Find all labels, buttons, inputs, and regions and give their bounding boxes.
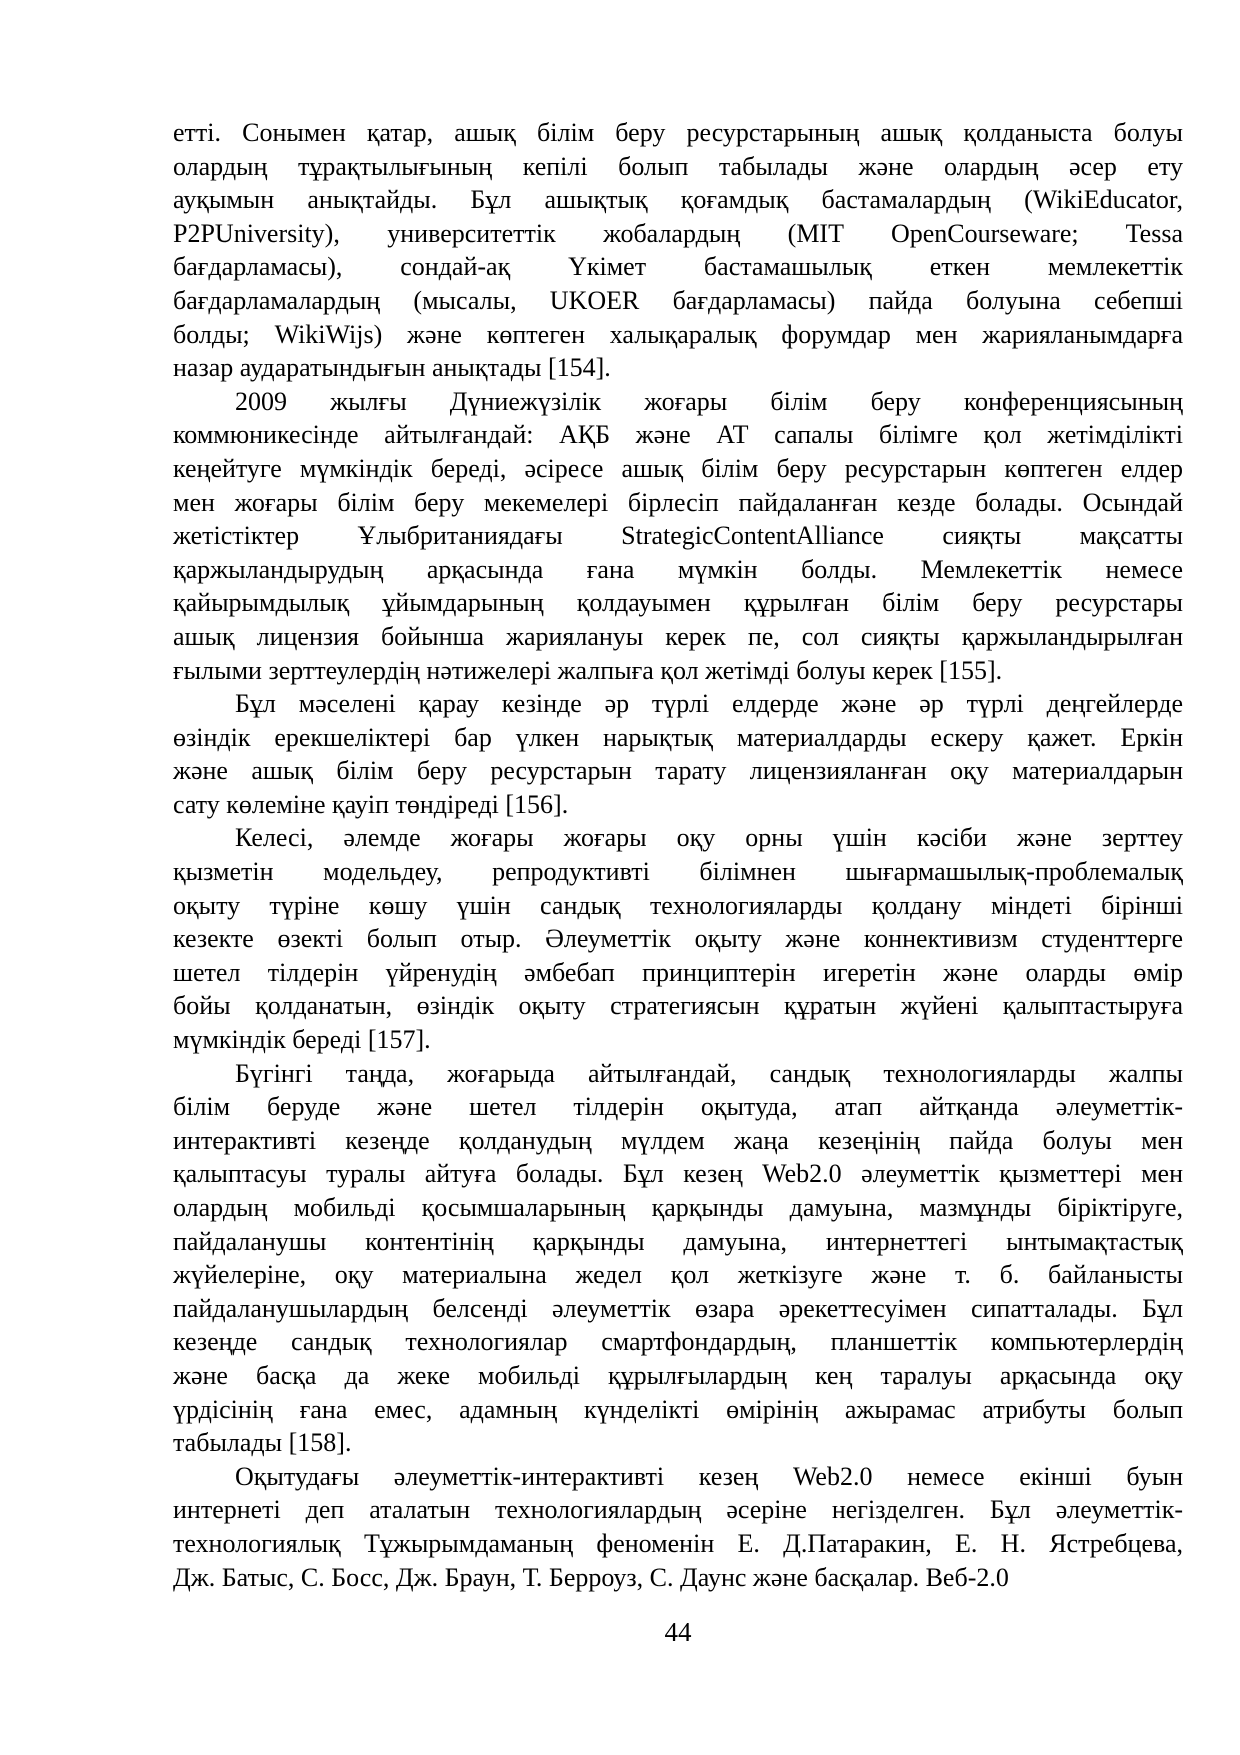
text-line: шетел тілдерін үйренудің әмбебап принциптерін игеретін және оларды өмір — [173, 957, 1183, 987]
text-line: 2009 жылғы Дүниежүзілік жоғары білім беру конференциясының — [235, 386, 1183, 416]
text-line: коммюникесінде айтылғандай: АҚБ және АТ сапалы білімге қол жетімділікті — [173, 420, 1183, 450]
text-line: ашық лицензия бойынша жариялануы керек пе, сол сияқты қаржыландырылған — [173, 621, 1183, 651]
text-line: бағдарламалардың (мысалы, UKOER бағдарламасы) пайда болуына себепші — [173, 285, 1183, 315]
text-line: пайдаланушы контентінің қарқынды дамуына, интернеттегі ынтымақтастық — [173, 1226, 1183, 1256]
text-line: және ашық білім беру ресурстарын тарату лицензияланған оқу материалдарын — [173, 756, 1183, 786]
text-block — [173, 116, 1183, 1594]
text-line: ғылыми зерттеулердің нәтижелері жалпыға қол жетімді болуы керек [155]. — [173, 655, 1003, 685]
text-line: өзіндік ерекшеліктері бар үлкен нарықтық материалдарды ескеру қажет. Еркін — [173, 722, 1183, 752]
paragraph — [173, 1057, 1183, 1460]
text-line: ауқымын анықтайды. Бұл ашықтық қоғамдық бастамалардың (WikiEducator, — [173, 185, 1183, 215]
text-line: қалыптасуы туралы айтуға болады. Бұл кезең Web2.0 әлеуметтік қызметтері мен — [173, 1159, 1183, 1189]
paragraph — [173, 821, 1183, 1056]
text-line: Бұл мәселені қарау кезінде әр түрлі елдерде және әр түрлі деңгейлерде — [235, 689, 1183, 719]
text-line: кезекте өзекті болып отыр. Әлеуметтік оқыту және коннективизм студенттерге — [173, 924, 1183, 954]
text-line: болды; WikiWijs) және көптеген халықаралық форумдар мен жарияланымдарға — [173, 319, 1183, 349]
text-line: сату көлеміне қауіп төндіреді [156]. — [173, 789, 569, 819]
text-line: P2PUniversity), университеттік жобалардың (MIT OpenCourseware; Tessa — [173, 218, 1183, 248]
text-line: технологиялық Тұжырымдаманың феноменін Е. Д.Патаракин, Е. Н. Ястребцева, — [173, 1528, 1183, 1558]
text-line: Дж. Батыс, С. Босс, Дж. Браун, Т. Берроуз, С. Даунс және басқалар. Веб-2.0 — [173, 1562, 1009, 1592]
text-line: бойы қолданатын, өзіндік оқыту стратегиясын құратын жүйені қалыптастыруға — [173, 991, 1183, 1021]
text-line: етті. Сонымен қатар, ашық білім беру ресурстарының ашық қолданыста болуы — [173, 118, 1183, 147]
text-line: қайырымдылық ұйымдарының қолдауымен құрылған білім беру ресурстары — [173, 588, 1183, 618]
text-line: табылады [158]. — [173, 1428, 352, 1458]
text-line: олардың мобильді қосымшаларының қарқынды дамуына, мазмұнды біріктіруге, — [173, 1193, 1183, 1222]
text-line: оқыту түріне көшу үшін сандық технологияларды қолдану міндеті бірінші — [173, 890, 1183, 920]
text-line: мүмкіндік береді [157]. — [173, 1025, 431, 1055]
text-line: және басқа да жеке мобильді құрылғылардың кең таралуы арқасында оқу — [173, 1360, 1183, 1390]
text-line: интернеті деп аталатын технологиялардың әсеріне негізделген. Бұл әлеуметтік- — [173, 1495, 1183, 1525]
text-line: Бүгінгі таңда, жоғарыда айтылғандай, сандық технологияларды жалпы — [235, 1058, 1183, 1088]
text-line: интерактивті кезеңде қолданудың мүлдем жаңа кезеңінің пайда болуы мен — [173, 1125, 1183, 1155]
text-line: кеңейтуге мүмкіндік береді, әсіресе ашық білім беру ресурстарын көптеген елдер — [173, 453, 1183, 483]
text-line: үрдісінің ғана емес, адамның күнделікті өмірінің ажырамас атрибуты болып — [173, 1394, 1183, 1424]
text-line: білім беруде және шетел тілдерін оқытуда, атап айтқанда әлеуметтік- — [173, 1092, 1183, 1122]
paragraph — [173, 116, 1183, 385]
text-line: пайдаланушылардың белсенді әлеуметтік өзара әрекеттесуімен сипатталады. Бұл — [173, 1293, 1183, 1323]
text-line: Оқытудағы әлеуметтік-интерактивті кезең Web2.0 немесе екінші буын — [235, 1461, 1183, 1491]
paragraph — [173, 687, 1183, 821]
text-line: кезеңде сандық технологиялар смартфондардың, планшеттік компьютерлердің — [173, 1327, 1183, 1357]
text-line: назар аударатындығын анықтады [154]. — [173, 353, 611, 383]
page-number: 44 — [664, 1617, 692, 1647]
text-line: олардың тұрақтылығының кепілі болып табылады және олардың әсер ету — [173, 151, 1183, 181]
text-line: бағдарламасы), сондай-ақ Үкімет бастамашылық еткен мемлекеттік — [173, 252, 1183, 282]
text-line: қызметін модельдеу, репродуктивті білімнен шығармашылық-проблемалық — [173, 857, 1183, 887]
text-line: мен жоғары білім беру мекемелері бірлесіп пайдаланған кезде болады. Осындай — [173, 487, 1183, 517]
paragraph — [173, 385, 1183, 687]
text-line: жүйелеріне, оқу материалына жедел қол жеткізуге және т. б. байланысты — [173, 1260, 1183, 1290]
text-line: жетістіктер Ұлыбританиядағы StrategicContentAlliance сияқты мақсатты — [173, 521, 1183, 551]
text-line: қаржыландырудың арқасында ғана мүмкін болды. Мемлекеттік немесе — [173, 554, 1183, 584]
text-line: Келесі, әлемде жоғары жоғары оқу орны үшін кәсіби және зерттеу — [235, 823, 1183, 853]
paragraph — [173, 1460, 1183, 1594]
